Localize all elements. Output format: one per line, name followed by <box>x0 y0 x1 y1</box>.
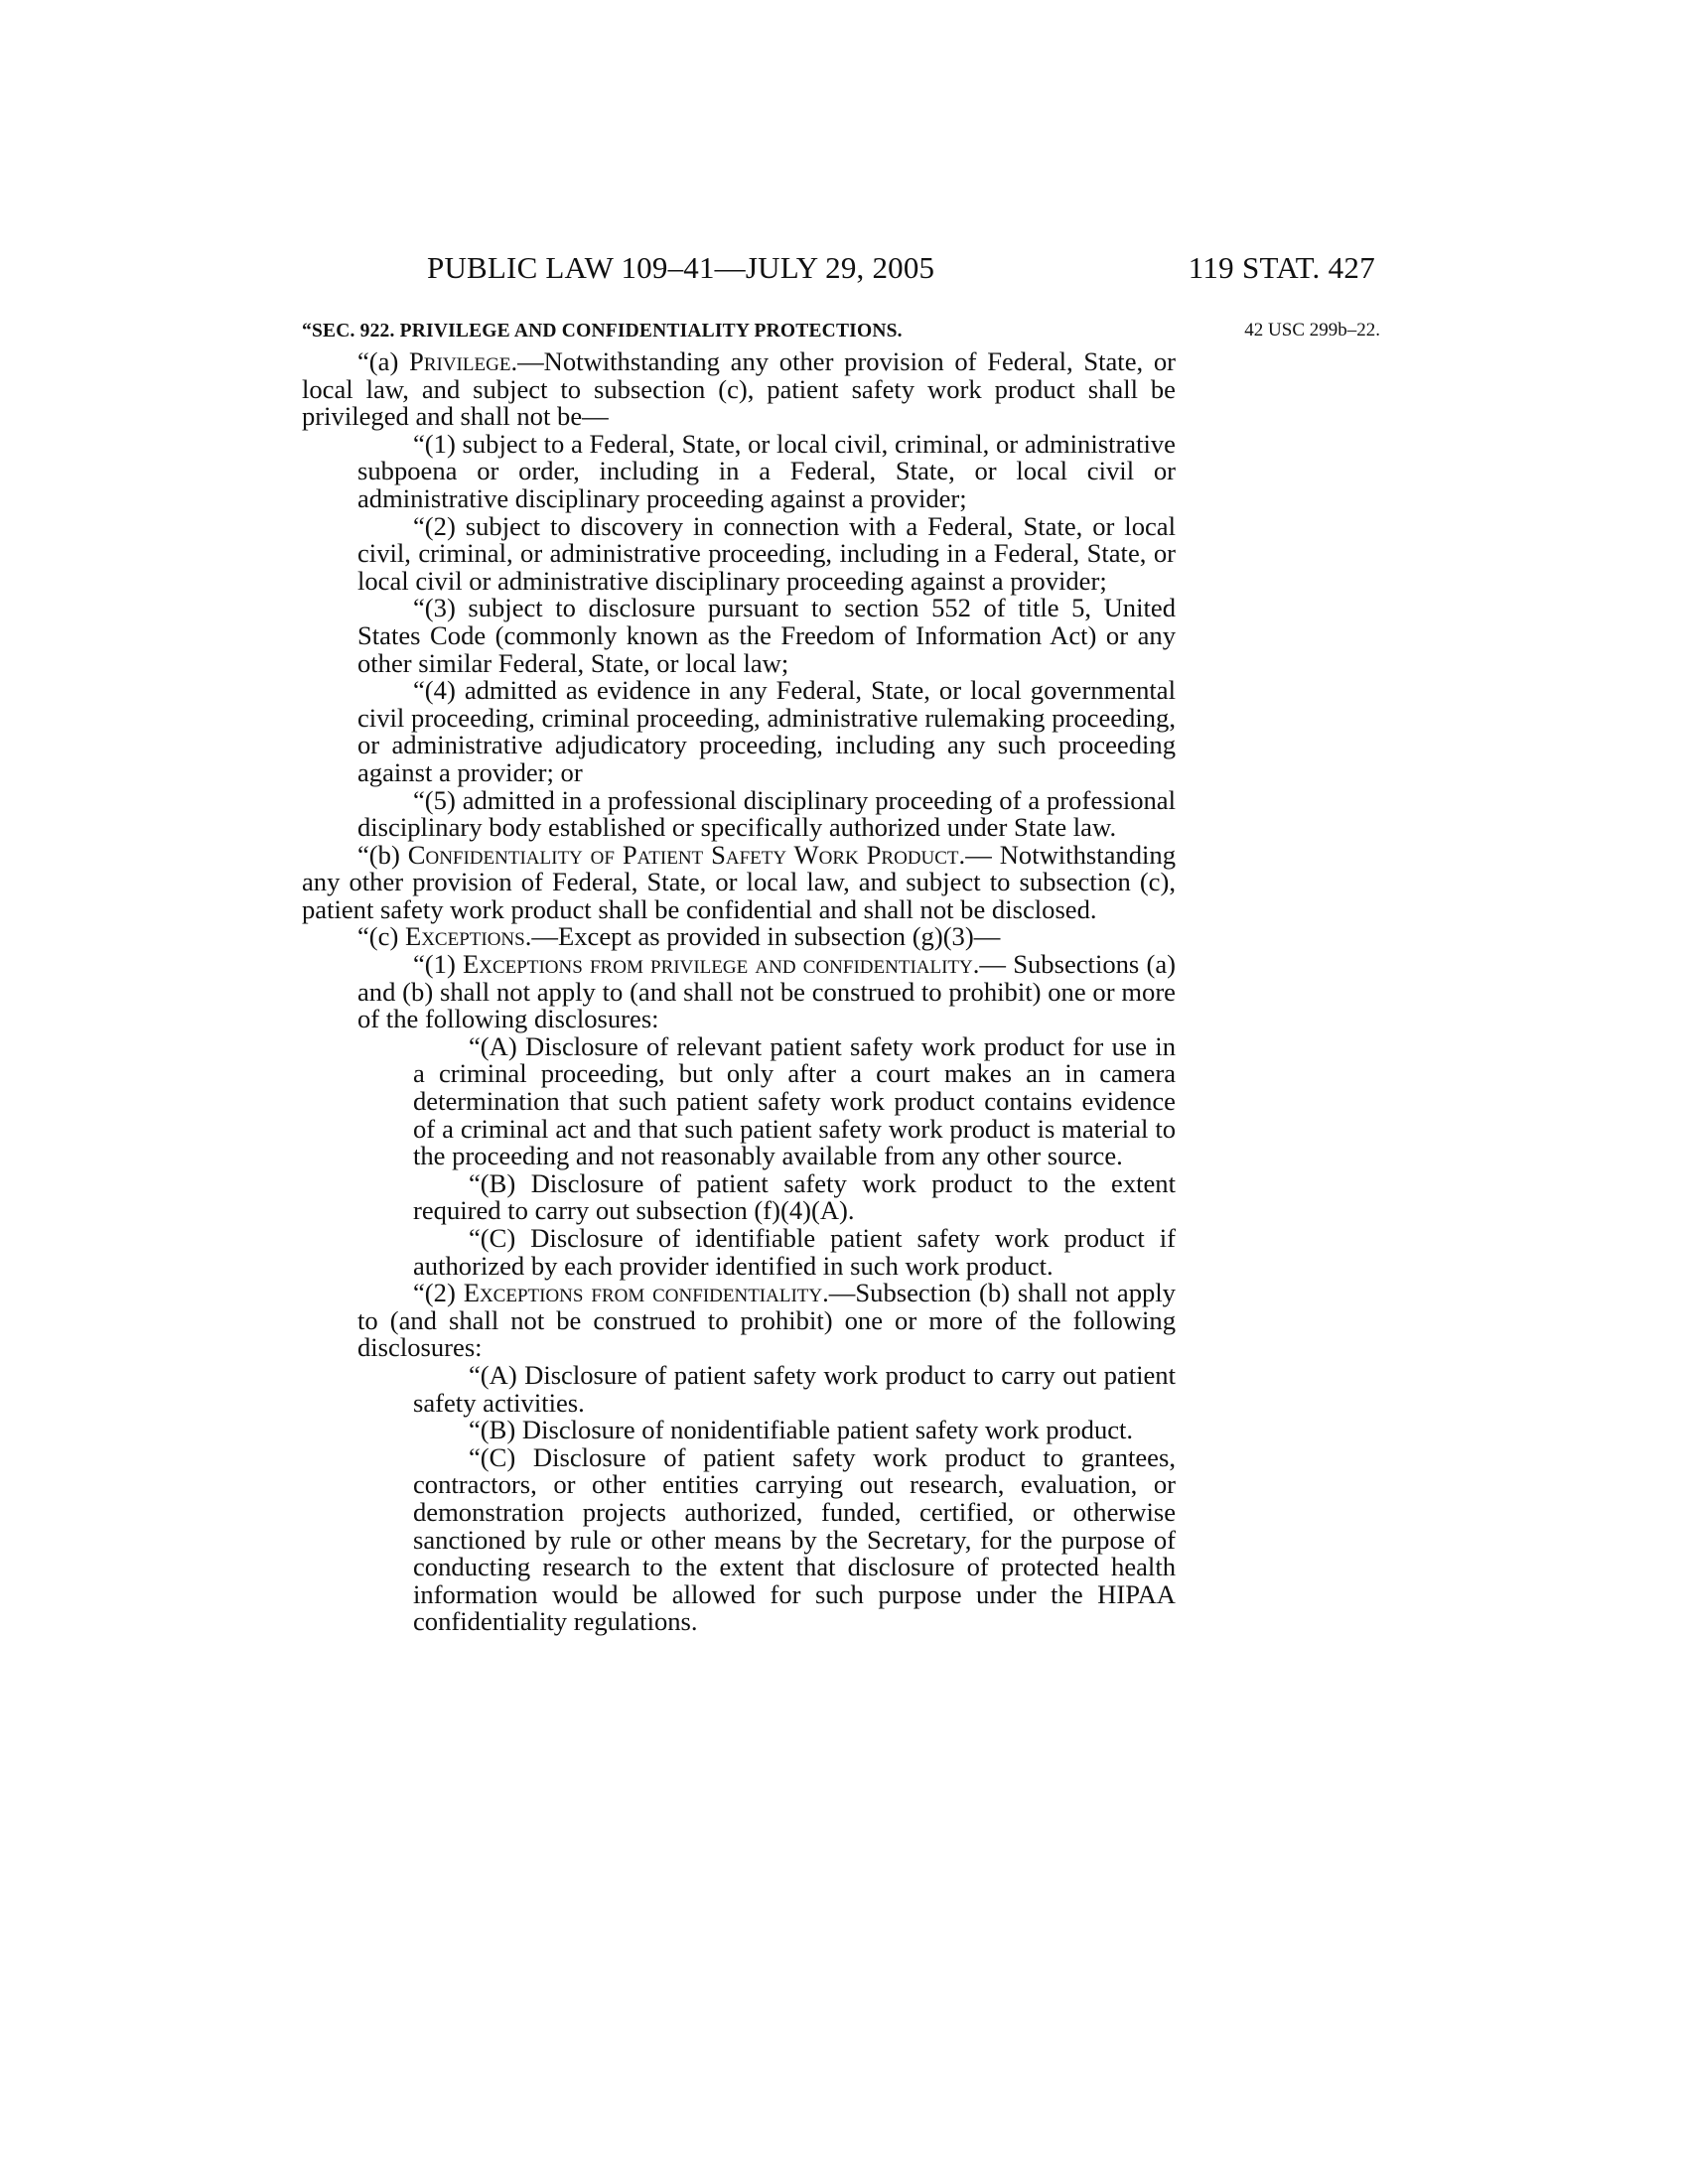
paragraph-text: “(4) admitted as evidence in any Federal, State, or local governmental civil proceeding, criminal proceeding, administrative rulemaking proceeding, or administrative adjudicatory proceeding, including any such proceeding against a provider; or <box>357 675 1176 787</box>
paragraph-text: .—Except as provided in subsection (g)(3)— <box>524 921 1001 952</box>
running-head <box>298 250 1375 290</box>
paragraph-caption: Confidentiality of Patient Safety Work Product <box>407 839 959 870</box>
paragraph-text: “(C) Disclosure of patient safety work product to grantees, contractors, or other entities carrying out research, evaluation, or demonstration projects authorized, funded, certified, or otherwise sanctioned by rule or other means by the Secretary, for the purpose of conducting research to the extent that disclosure of protected health information would be allowed for such purpose under the HIPAA confidentiality regulations. <box>413 1441 1176 1637</box>
paragraph-c-2-C <box>302 1441 1176 1637</box>
paragraph-text: “(5) admitted in a professional disciplinary proceeding of a professional disciplinary body established or specifically authorized under State law. <box>357 784 1176 843</box>
paragraph-subsection-b <box>302 839 1176 924</box>
paragraph-text: .— Notwithstanding any other provision of Federal, State, or local law, and subject to subsection (c), patient safety work product shall be confidential and shall not be disclosed. <box>302 839 1176 924</box>
running-head-page-ref: 119 STAT. 427 <box>1188 250 1375 285</box>
paragraph-c-2-A <box>302 1359 1176 1418</box>
paragraph-text: “(A) Disclosure of relevant patient safety work product for use in a criminal proceeding, but only after a court makes an in camera determination that such patient safety work product contains evidence of a criminal act and that such patient safety work product is material to the proceeding and not reasonably available from any other source. <box>413 1030 1176 1171</box>
running-head-title: PUBLIC LAW 109–41—JULY 29, 2005 <box>427 250 935 285</box>
paragraph-c-1 <box>302 951 1176 1033</box>
paragraph-lead: “(2) <box>413 1278 464 1308</box>
paragraph-a-2 <box>302 510 1176 596</box>
paragraph-text: .— Subsections (a) and (b) shall not apply to (and shall not be construed to prohibit) one or more of the following disclosures: <box>357 949 1176 1034</box>
paragraph-a-5 <box>302 784 1176 843</box>
paragraph-subsection-a <box>302 348 1176 431</box>
margin-citation-note: 42 USC 299b–22. <box>1244 320 1380 341</box>
paragraph-text: “(1) subject to a Federal, State, or local civil, criminal, or administrative subpoena or order, including in a Federal, State, or local civil or administrative disciplinary proceeding against a provider; <box>357 428 1176 513</box>
paragraph-lead: “(b) <box>357 839 408 870</box>
paragraph-text: “(2) subject to discovery in connection with a Federal, State, or local civil, criminal, or administrative proceeding, including in a Federal, State, or local civil or administrative disciplinary proceeding against a provider; <box>357 510 1176 596</box>
paragraph-text: “(C) Disclosure of identifiable patient safety work product if authorized by each provider identified in such work product. <box>413 1223 1176 1281</box>
paragraph-c-2-B <box>302 1417 1176 1444</box>
paragraph-caption: Exceptions from confidentiality <box>463 1278 823 1308</box>
paragraph-c-1-A <box>302 1030 1176 1171</box>
paragraph-lead: “(1) <box>413 949 464 980</box>
paragraph-text: “(A) Disclosure of patient safety work product to carry out patient safety activities. <box>413 1359 1176 1418</box>
paragraph-lead: “(c) <box>357 921 405 952</box>
statute-body <box>302 318 1176 1636</box>
paragraph-caption: Exceptions from privilege and confidentiality <box>463 949 973 980</box>
paragraph-c-2 <box>302 1280 1176 1362</box>
paragraph-c-1-C <box>302 1225 1176 1280</box>
paragraph-caption: Privilege <box>409 346 511 376</box>
paragraph-caption: Exceptions <box>404 921 525 952</box>
paragraph-c-1-B <box>302 1167 1176 1226</box>
paragraph-a-1 <box>302 428 1176 513</box>
paragraph-subsection-c <box>302 923 1176 951</box>
paragraph-a-3 <box>302 595 1176 677</box>
section-heading: “SEC. 922. PRIVILEGE AND CONFIDENTIALITY PROTECTIONS. <box>302 321 903 341</box>
paragraph-lead: “(a) <box>357 346 410 376</box>
paragraph-a-4 <box>302 677 1176 786</box>
paragraph-text: “(B) Disclosure of nonidentifiable patient safety work product. <box>469 1415 1134 1445</box>
paragraph-text: .—Notwithstanding any other provision of Federal, State, or local law, and subject to subsection (c), patient safety work product shall be privileged and shall not be— <box>302 346 1177 432</box>
paragraph-text: .—Subsection (b) shall not apply to (and shall not be construed to prohibit) one or more of the following disclosures: <box>357 1278 1176 1363</box>
paragraph-text: “(3) subject to disclosure pursuant to section 552 of title 5, United States Code (commonly known as the Freedom of Information Act) or any other similar Federal, State, or local law; <box>357 593 1176 678</box>
paragraph-text: “(B) Disclosure of patient safety work product to the extent required to carry out subsection (f)(4)(A). <box>413 1167 1176 1226</box>
